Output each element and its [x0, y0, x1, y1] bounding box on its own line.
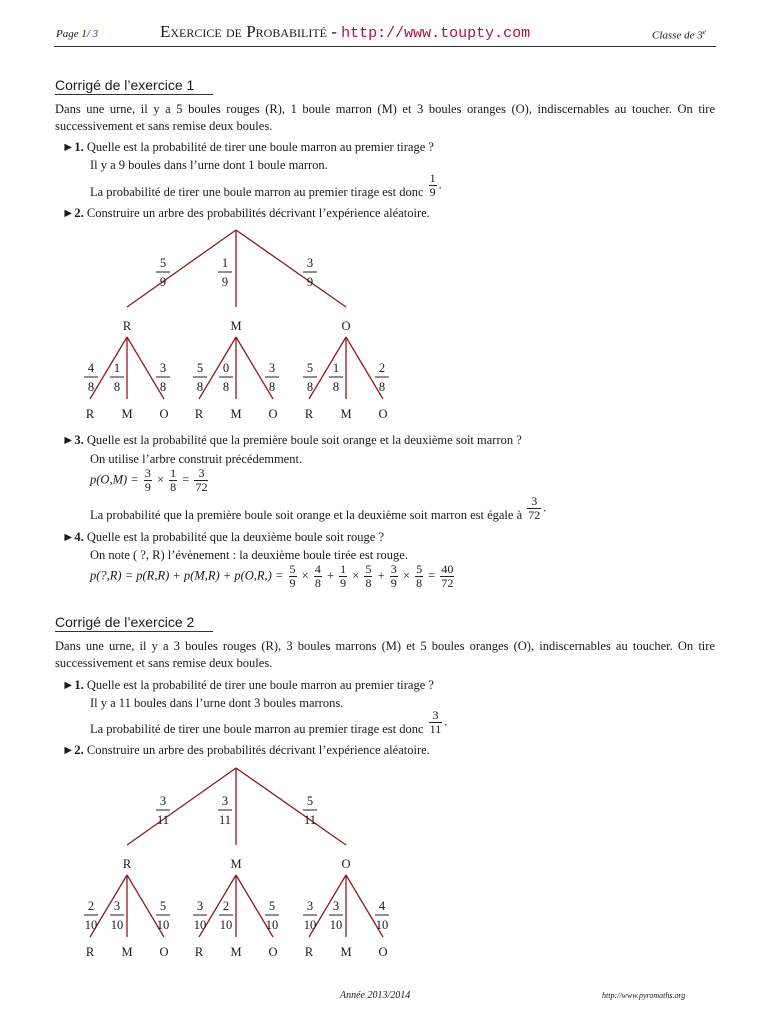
page-title: Exercice de Probabilité - http://www.toupty.com: [160, 22, 531, 42]
tree-branch: [236, 230, 346, 307]
tree-branch: [306, 337, 346, 399]
branch-prob-denominator: 10: [219, 918, 233, 932]
branch-prob-numerator: 5: [159, 256, 167, 270]
branch-prob-denominator: 10: [303, 918, 317, 932]
tree-leaf-O: O: [268, 407, 278, 421]
tree-node-O: O: [341, 319, 351, 333]
branch-prob-numerator: 3: [159, 361, 167, 375]
ex1-intro: Dans une urne, il y a 5 boules rouges (R), 1 boule marron (M) et 3 boules oranges (O), indiscernables au toucher. On tire successivement et sans remise deux boules.: [55, 102, 715, 133]
tree-leaf-R: R: [85, 945, 95, 959]
branch-prob-denominator: 8: [159, 380, 167, 394]
footer-site-link[interactable]: http://www.pyromaths.org: [602, 991, 686, 1000]
tree-leaf-M: M: [121, 945, 133, 959]
branch-prob-numerator: 1: [221, 256, 229, 270]
branch-prob-denominator: 10: [375, 918, 389, 932]
tree-node-M: M: [230, 857, 242, 871]
branch-prob-numerator: 1: [113, 361, 121, 375]
branch-prob-numerator: 3: [268, 361, 276, 375]
branch-prob-numerator: 5: [306, 794, 314, 808]
ex1-probability-tree: [0, 222, 768, 427]
ex1-a3-line1: On utilise l’arbre construit précédemment.: [90, 452, 303, 466]
header-rule: [54, 46, 716, 47]
branch-prob-denominator: 8: [268, 380, 276, 394]
branch-prob-numerator: 0: [222, 361, 230, 375]
branch-prob-denominator: 9: [306, 275, 314, 289]
ex1-a3-line3: La probabilité que la première boule soit orange et la deuxième soit marron est égale à $\frac{3}{72}$ .: [90, 494, 547, 523]
tree-leaf-R: R: [85, 407, 95, 421]
tree-leaf-R: R: [194, 945, 204, 959]
tree-leaf-O: O: [378, 945, 388, 959]
branch-prob-numerator: 3: [306, 899, 314, 913]
branch-prob-denominator: 10: [156, 918, 170, 932]
ex1-heading: Corrigé de l’exercice 1: [55, 77, 195, 93]
branch-prob-denominator: 8: [113, 380, 121, 394]
branch-prob-denominator: 10: [329, 918, 343, 932]
tree-leaf-M: M: [340, 945, 352, 959]
branch-prob-denominator: 10: [265, 918, 279, 932]
ex2-q1: ►1. Quelle est la probabilité de tirer une boule marron au premier tirage ?: [62, 678, 434, 692]
ex2-probability-tree: [0, 760, 768, 965]
branch-prob-numerator: 1: [332, 361, 340, 375]
ex1-a1-line1: Il y a 9 boules dans l’urne dont 1 boule marron.: [90, 158, 328, 172]
fraction: $\frac{4}{8}$: [314, 562, 321, 590]
tree-branch: [87, 337, 127, 399]
page-total: 3: [92, 28, 99, 40]
tree-node-R: R: [122, 857, 132, 871]
ex1-a1-line2: La probabilité de tirer une boule marron au premier tirage est donc $\frac{1}{9}$ .: [90, 171, 442, 200]
fraction: $\frac{5}{9}$: [289, 562, 296, 590]
tree-leaf-R: R: [194, 407, 204, 421]
fraction: $\frac{5}{8}$: [365, 562, 372, 590]
branch-prob-numerator: 4: [87, 361, 95, 375]
branch-prob-denominator: 10: [84, 918, 98, 932]
ex1-a4-formula: p(?,R) = p(R,R) + p(M,R) + p(O,R,) = $\frac{5}{9}$ × $\frac{4}{8}$ + $\frac{1}{9}$ × $\frac{5}{8}$ + $\frac{3}{9}$ × $\frac{5}{8}$ = $\frac{40}{72}$: [90, 562, 454, 590]
branch-prob-numerator: 2: [378, 361, 386, 375]
branch-prob-denominator: 8: [196, 380, 204, 394]
branch-prob-denominator: 11: [218, 813, 232, 827]
fraction: $\frac{1}{9}$: [340, 562, 347, 590]
branch-prob-numerator: 5: [306, 361, 314, 375]
ex2-heading-underline: [55, 631, 213, 632]
tree-branch: [236, 337, 276, 399]
ex1-a4-line1: On note ( ?, R) l’évènement : la deuxième boule tirée est rouge.: [90, 548, 408, 562]
tree-branch: [346, 337, 386, 399]
class-label: Classe de 3e: [652, 28, 706, 42]
branch-prob-numerator: 3: [113, 899, 121, 913]
branch-prob-numerator: 3: [159, 794, 167, 808]
branch-prob-denominator: 8: [306, 380, 314, 394]
tree-leaf-M: M: [340, 407, 352, 421]
tree-leaf-M: M: [121, 407, 133, 421]
branch-prob-numerator: 5: [159, 899, 167, 913]
branch-prob-denominator: 9: [159, 275, 167, 289]
ex1-q1: ►1. Quelle est la probabilité de tirer une boule marron au premier tirage ?: [62, 140, 434, 154]
footer-year: Année 2013/2014: [340, 990, 411, 1001]
tree-leaf-M: M: [230, 945, 242, 959]
tree-node-O: O: [341, 857, 351, 871]
tree-leaf-M: M: [230, 407, 242, 421]
tree-branch: [236, 768, 346, 845]
branch-prob-numerator: 3: [306, 256, 314, 270]
tree-branch: [127, 768, 236, 845]
branch-prob-denominator: 11: [303, 813, 317, 827]
branch-prob-denominator: 8: [378, 380, 386, 394]
branch-prob-numerator: 4: [378, 899, 386, 913]
tree-branch: [196, 337, 236, 399]
branch-prob-denominator: 8: [87, 380, 95, 394]
branch-prob-numerator: 3: [221, 794, 229, 808]
page-indicator: Page 1/ 3: [56, 28, 99, 40]
tree-leaf-R: R: [304, 407, 314, 421]
ex1-q4: ►4. Quelle est la probabilité que la deuxième boule soit rouge ?: [62, 530, 385, 544]
ex1-q3: ►3. Quelle est la probabilité que la première boule soit orange et la deuxième soit marron ?: [62, 433, 522, 447]
ex2-a1-line2: La probabilité de tirer une boule marron au premier tirage est donc $\frac{3}{11}$ .: [90, 708, 448, 737]
fraction: $\frac{3}{9}$: [390, 562, 397, 590]
branch-prob-denominator: 10: [110, 918, 124, 932]
ex1-heading-underline: [55, 94, 213, 95]
ex2-q2: ►2. Construire un arbre des probabilités décrivant l’expérience aléatoire.: [62, 743, 430, 757]
fraction: $\frac{40}{72}$: [441, 562, 454, 590]
ex2-intro: Dans une urne, il y a 3 boules rouges (R), 3 boules marrons (M) et 5 boules oranges (O), indiscernables au toucher. On tire successivement et sans remise deux boules.: [55, 639, 715, 670]
branch-prob-numerator: 3: [332, 899, 340, 913]
tree-branch: [127, 230, 236, 307]
tree-branch: [127, 337, 167, 399]
branch-prob-denominator: 9: [221, 275, 229, 289]
branch-prob-numerator: 5: [268, 899, 276, 913]
branch-prob-denominator: 8: [332, 380, 340, 394]
ex1-q2: ►2. Construire un arbre des probabilités décrivant l’expérience aléatoire.: [62, 206, 430, 220]
tree-leaf-O: O: [159, 407, 169, 421]
tree-node-R: R: [122, 319, 132, 333]
ex1-a3-formula: p(O,M) = $\frac{3}{9}$ × $\frac{1}{8}$ = $\frac{3}{72}$: [90, 466, 208, 494]
ex2-a1-line1: Il y a 11 boules dans l’urne dont 3 boules marrons.: [90, 696, 344, 710]
branch-prob-numerator: 3: [196, 899, 204, 913]
branch-prob-numerator: 2: [87, 899, 95, 913]
ex2-heading: Corrigé de l’exercice 2: [55, 614, 195, 630]
branch-prob-denominator: 11: [156, 813, 170, 827]
branch-prob-denominator: 8: [222, 380, 230, 394]
tree-node-M: M: [230, 319, 242, 333]
tree-leaf-O: O: [159, 945, 169, 959]
branch-prob-denominator: 10: [193, 918, 207, 932]
branch-prob-numerator: 2: [222, 899, 230, 913]
branch-prob-numerator: 5: [196, 361, 204, 375]
tree-leaf-O: O: [378, 407, 388, 421]
fraction: $\frac{5}{8}$: [416, 562, 423, 590]
tree-leaf-R: R: [304, 945, 314, 959]
tree-leaf-O: O: [268, 945, 278, 959]
title-url-link[interactable]: http://www.toupty.com: [341, 25, 531, 42]
